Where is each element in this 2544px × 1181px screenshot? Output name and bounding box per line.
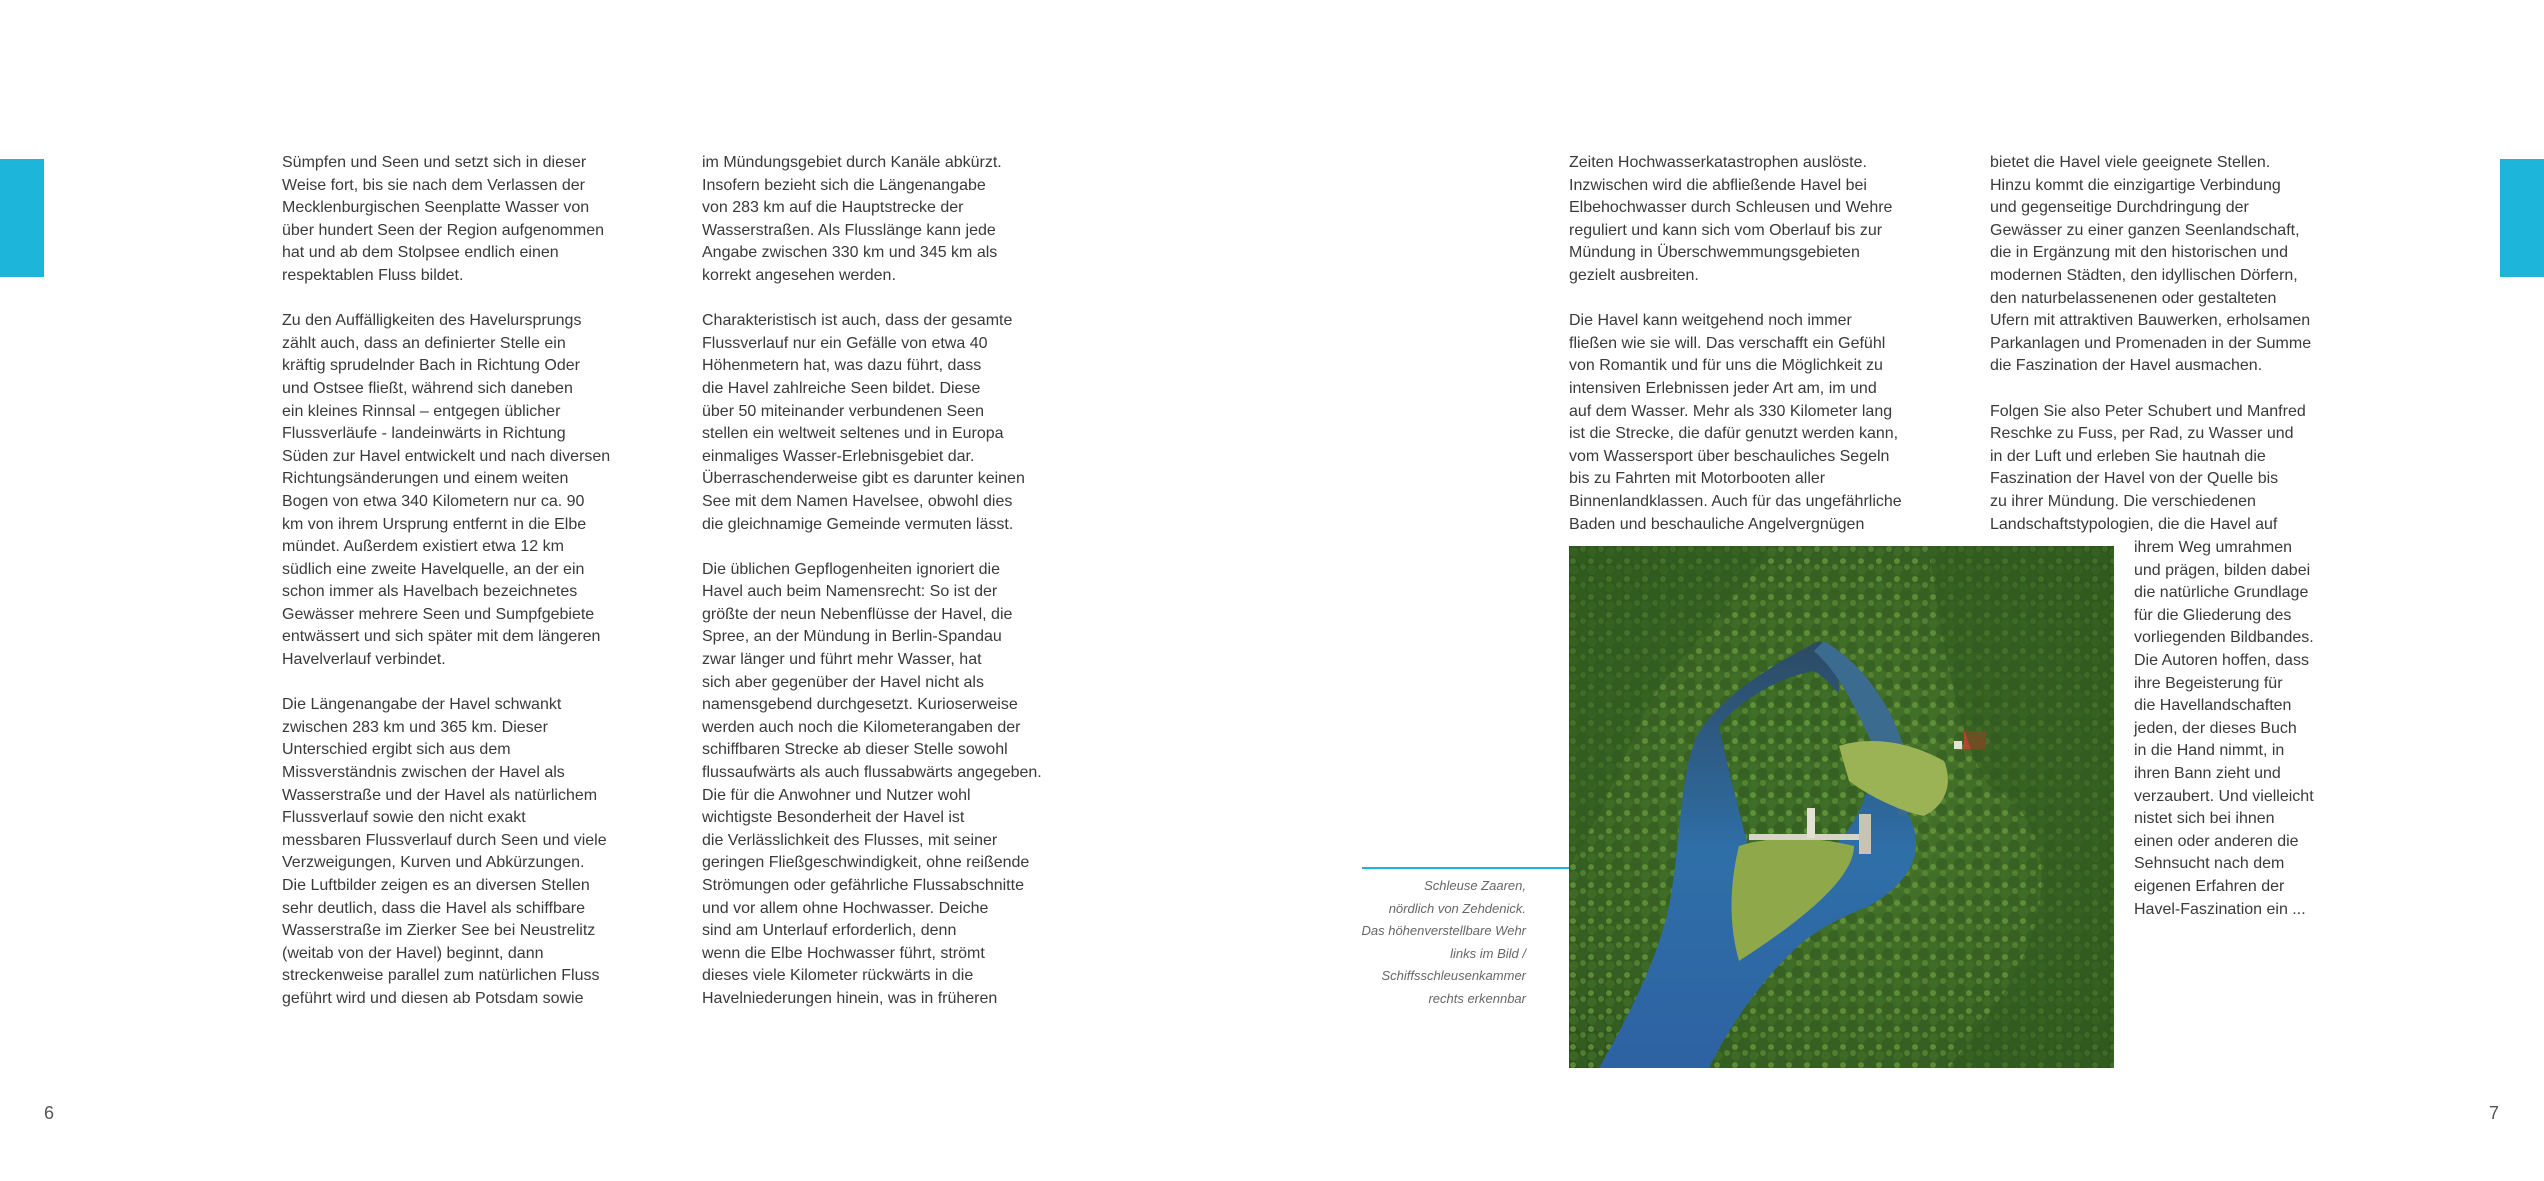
text-column-2 [702, 152, 1047, 1011]
text-column-1 [282, 152, 627, 1011]
paragraph: Folgen Sie also Peter Schubert und Manfred Reschke zu Fuss, per Rad, zu Wasser und in der Luft und erleben Sie hautnah die Faszination der Havel von der Quelle bis zu ihrer Mündung. Die verschiedenen Landschaftstypologien, die die Havel auf [1990, 402, 2306, 533]
paragraph: im Mündungsgebiet durch Kanäle abkürzt. Insofern bezieht sich die Längenangabe von 283 km auf die Hauptstrecke der Wasserstraßen. Als Flusslänge kann jede Angabe zwischen 330 km und 345 km als korrekt angesehen werden. [702, 154, 1002, 284]
paragraph: Zeiten Hochwasserkatastrophen auslöste. Inzwischen wird die abfließende Havel bei Elbehochwasser durch Schleusen und Wehre reguliert und kann sich vom Oberlauf bis zur Mündung in Überschwemmungsgebieten gezielt ausbreiten. [1569, 154, 1893, 284]
left-accent-tab [0, 159, 44, 277]
text-column-4-wrap [2134, 537, 2334, 921]
paragraph: bietet die Havel viele geeignete Stellen. Hinzu kommt die einzigartige Verbindung und gegenseitige Durchdringung der Gewässer zu einer ganzen Seenlandschaft, die in Ergänzung mit den historischen und modernen Städten, den idyllischen Dörfern, den naturbelassenenen oder gestalteten Ufern mit attraktiven Bauwerken, erholsamen Parkanlagen und Promenaden in der Summe die Faszination der Havel ausmachen. [1990, 154, 2312, 375]
text-column-3 [1569, 152, 1914, 536]
paragraph: Zu den Auffälligkeiten des Havelursprungs zählt auch, dass an definierter Stelle ein kräftig sprudelnder Bach in Richtung Oder und Ostsee fließt, während sich daneben ein kleines Rinnsal – entgegen üblicher Flussverläufe - landeinwärts in Richtung Süden zur Havel entwickelt und nach diversen Richtungsänderungen und einem weiten Bogen von etwa 340 Kilometern nur ca. 90 km von ihrem Ursprung entfernt in die Elbe mündet. Außerdem existiert etwa 12 km südlich eine zweite Havelquelle, an der ein schon immer als Havelbach bezeichnetes Gewässer mehrere Seen und Sumpfgebiete entwässert und sich später mit dem längeren Havelverlauf verbindet. [282, 312, 611, 669]
right-accent-tab [2500, 159, 2544, 277]
paragraph: Die üblichen Gepflogenheiten ignoriert die Havel auch beim Namensrecht: So ist der größte der neun Nebenflüsse der Havel, die Spree, an der Mündung in Berlin-Spandau zwar länger und führt mehr Wasser, hat sich aber gegenüber der Havel nicht als namensgebend durchgesetzt. Kurioserweise werden auch noch die Kilometerangaben der schiffbaren Strecke ab dieser Stelle sowohl flussaufwärts als auch flussabwärts angegeben. Die für die Anwohner und Nutzer wohl wichtigste Besonderheit der Havel ist die Verlässlichkeit des Flusses, mit seiner geringen Fließgeschwindigkeit, ohne reißende Strömungen oder gefährliche Flussabschnitte und vor allem ohne Hochwasser. Deiche sind am Unterlauf erforderlich, denn wenn die Elbe Hochwasser führt, strömt dieses viele Kilometer rückwärts in die Havelniederungen hinein, was in früheren [702, 560, 1042, 1007]
paragraph: Charakteristisch ist auch, dass der gesamte Flussverlauf nur ein Gefälle von etwa 40 Höhenmetern hat, was dazu führt, dass die Havel zahlreiche Seen bildet. Diese über 50 miteinander verbundenen Seen stellen ein weltweit seltenes und in Europa einmaliges Wasser-Erlebnisgebiet dar. Überraschenderweise gibt es darunter keinen See mit dem Namen Havelsee, obwohl dies die gleichnamige Gemeinde vermuten lässt. [702, 312, 1025, 533]
page-number-left: 6 [44, 1103, 55, 1123]
caption-rule [1362, 867, 1569, 869]
photo-caption: Schleuse Zaaren, nördlich von Zehdenick. Das höhenverstellbare Wehr links im Bild / Schiffsschleusenkammer rechts erkennbar [1361, 878, 1526, 1006]
page-number-right: 7 [2489, 1103, 2500, 1123]
paragraph: ihrem Weg umrahmen und prägen, bilden dabei die natürliche Grundlage für die Gliederung des vorliegenden Bildbandes. Die Autoren hoffen, dass ihre Begeisterung für die Havellandschaften jeden, der dieses Buch in die Hand nimmt, in ihren Bann zieht und verzaubert. Und vielleicht nistet sich bei ihnen einen oder anderen die Sehnsucht nach dem eigenen Erfahren der Havel-Faszination ein ... [2134, 539, 2314, 918]
aerial-photo-schleuse-zaaren [1569, 546, 2114, 1068]
paragraph: Die Havel kann weitgehend noch immer fließen wie sie will. Das verschafft ein Gefühl von Romantik und für uns die Möglichkeit zu intensiven Erlebnissen jeder Art am, im und auf dem Wasser. Mehr als 330 Kilometer lang ist die Strecke, die dafür genutzt werden kann, vom Wassersport über beschauliches Segeln bis zu Fahrten mit Motorbooten aller Binnenlandklassen. Auch für das ungefährliche Baden und beschauliche Angelvergnügen [1569, 312, 1902, 533]
text-column-4 [1990, 152, 2335, 536]
paragraph: Die Längenangabe der Havel schwankt zwischen 283 km und 365 km. Dieser Unterschied ergibt sich aus dem Missverständnis zwischen der Havel als Wasserstraße und der Havel als natürlichem Flussverlauf sowie den nicht exakt messbaren Flussverlauf durch Seen und viele Verzweigungen, Kurven und Abkürzungen. Die Luftbilder zeigen es an diversen Stellen sehr deutlich, dass die Havel als schiffbare Wasserstraße im Zierker See bei Neustrelitz (weitab von der Havel) beginnt, dann streckenweise parallel zum natürlichen Fluss geführt wird und diesen ab Potsdam sowie [282, 696, 607, 1007]
paragraph: Sümpfen und Seen und setzt sich in dieser Weise fort, bis sie nach dem Verlassen der Mecklenburgischen Seenplatte Wasser von über hundert Seen der Region aufgenommen hat und ab dem Stolpsee endlich einen respektablen Fluss bildet. [282, 154, 604, 284]
